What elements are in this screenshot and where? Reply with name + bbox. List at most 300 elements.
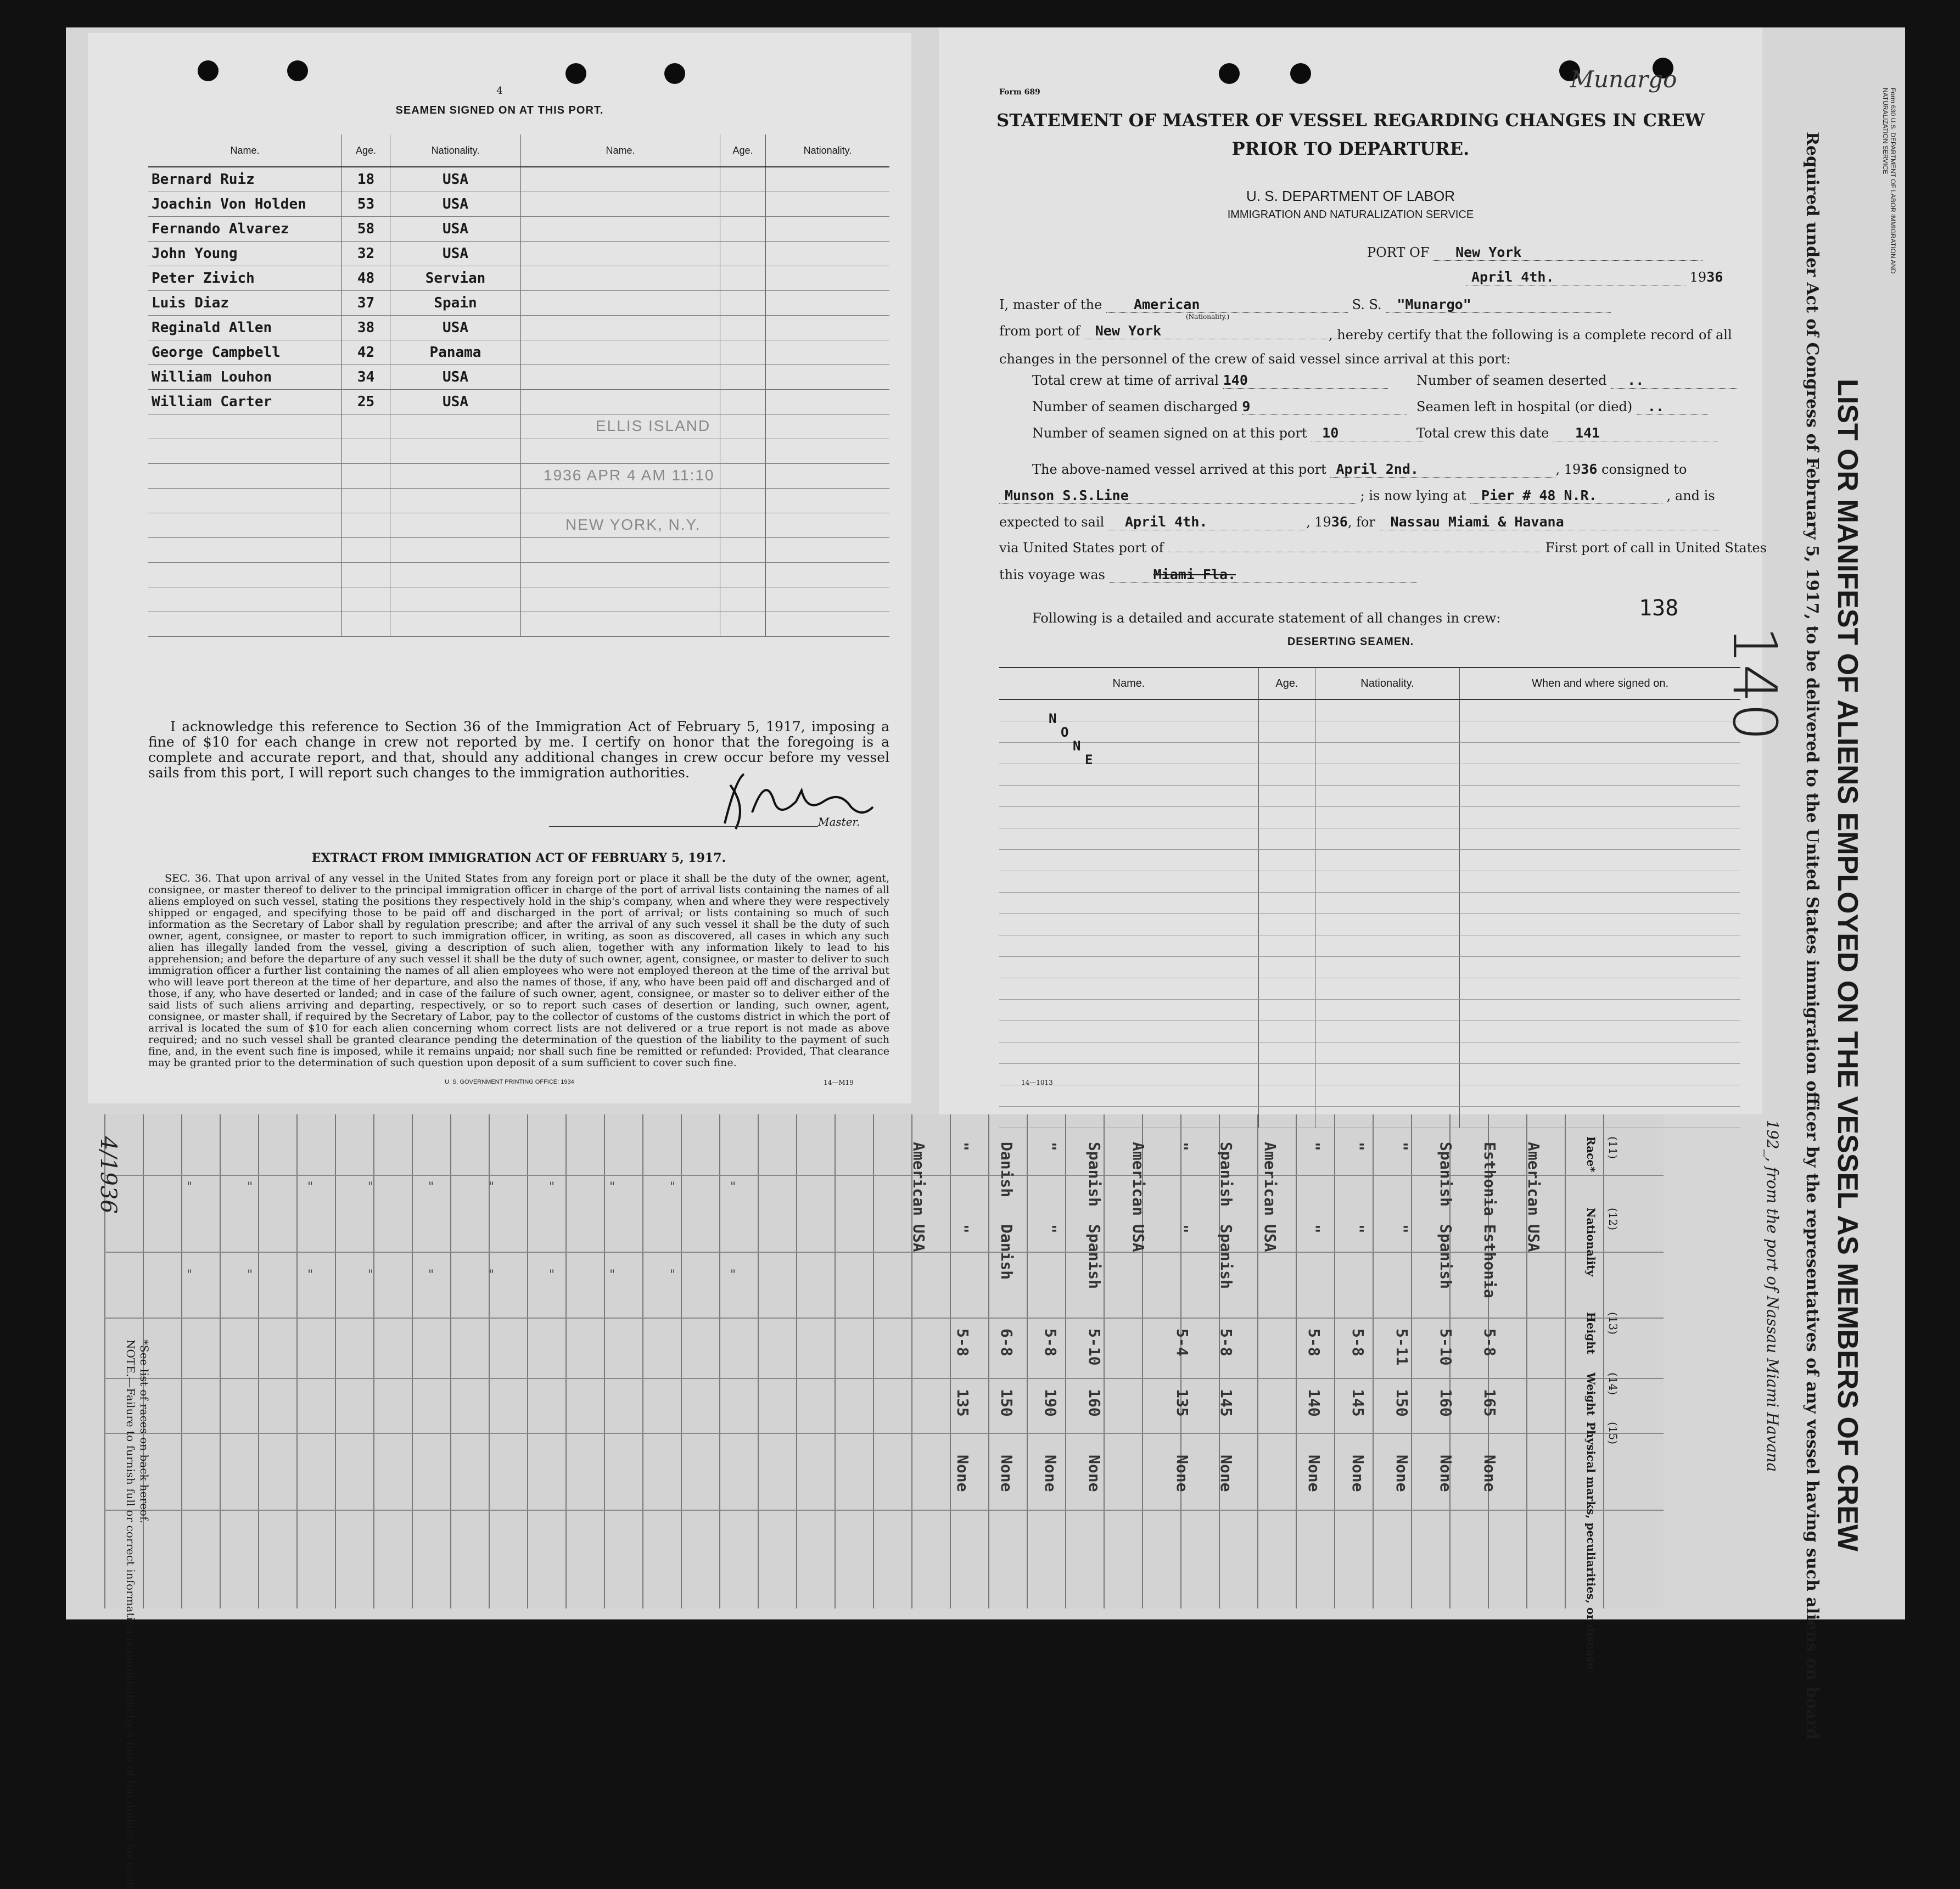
desert-row (999, 786, 1740, 807)
punch-hole (664, 63, 685, 84)
desert-cell (1259, 1042, 1315, 1064)
empty-cell (521, 365, 720, 390)
manifest-height: 5-8 (1041, 1329, 1060, 1357)
manifest-header-label: Weight (1584, 1372, 1598, 1416)
empty-cell (766, 612, 890, 637)
manifest-weight: 135 (1173, 1389, 1191, 1417)
manifest-nationality: " (1349, 1224, 1367, 1234)
ditto-mark: " (489, 1268, 495, 1282)
empty-cell (342, 489, 390, 513)
desert-cell (1315, 957, 1460, 978)
column-rule (527, 1114, 528, 1608)
desert-cell (1460, 1000, 1741, 1021)
nationality-field: American (1106, 296, 1348, 313)
empty-cell (720, 587, 766, 612)
column-rule (835, 1114, 836, 1608)
desert-cell (999, 699, 1259, 721)
arrived-label: The above-named vessel arrived at this port (1032, 462, 1326, 477)
empty-cell (766, 587, 890, 612)
manifest-weight: 145 (1349, 1389, 1367, 1417)
manifest-marks: None (998, 1455, 1016, 1492)
column-rule (873, 1114, 874, 1608)
manifest-nationality: " (1041, 1224, 1060, 1234)
desert-cell (1259, 1107, 1315, 1128)
manifest-header-num: (13) (1606, 1312, 1620, 1335)
total-crew-date-label: Total crew this date (1416, 425, 1549, 441)
empty-cell (342, 612, 390, 637)
consigned-label: consigned to (1601, 462, 1687, 477)
seaman-name: Joachin Von Holden (148, 192, 342, 217)
manifest-race: Spanish (1217, 1142, 1235, 1207)
table-row (148, 464, 889, 489)
ditto-mark: " (428, 1268, 434, 1282)
total-crew-date-row (1416, 425, 1718, 441)
desert-cell (1315, 850, 1460, 871)
desert-cell (999, 1107, 1259, 1128)
desert-cell (1460, 1064, 1741, 1085)
column-rule (719, 1114, 720, 1608)
desert-cell (1315, 699, 1460, 721)
empty-cell (342, 439, 390, 464)
column-rule (220, 1114, 221, 1608)
desert-row (999, 871, 1740, 893)
discharged-field: 9 (1242, 399, 1407, 415)
empty-cell (521, 489, 720, 513)
empty-cell (521, 217, 720, 242)
desert-row (999, 1107, 1740, 1128)
year-prefix: 19 (1689, 270, 1707, 285)
manifest-race: " (1393, 1142, 1411, 1151)
col-name: Name. (148, 134, 342, 167)
manifest-nationality: Spanish (1085, 1224, 1104, 1290)
and-is-label: , and is (1666, 488, 1715, 503)
manifest-race: " (1349, 1142, 1367, 1151)
desert-row (999, 1064, 1740, 1085)
desert-cell (1315, 1107, 1460, 1128)
empty-cell (720, 563, 766, 587)
table-row (148, 365, 889, 390)
first-port-label: First port of call in United States (1545, 540, 1767, 556)
table-row (148, 217, 889, 242)
sail-row: expected to sail April 4th. , 1936, for Nassau Miami & Havana (999, 514, 1720, 530)
none-letter-o: O (1061, 725, 1069, 740)
desert-cell (1315, 828, 1460, 850)
desert-cell (1315, 1064, 1460, 1085)
desert-cell (1315, 1085, 1460, 1107)
hospital-label: Seamen left in hospital (or died) (1416, 399, 1633, 414)
ellis-island-stamp-line2: 1936 APR 4 AM 11:10 (544, 467, 715, 484)
manifest-header-label: Physical marks, peculiarities, or disease (1584, 1422, 1598, 1670)
manifest-header-label: Race* (1584, 1136, 1598, 1173)
empty-cell (390, 612, 521, 637)
empty-cell (148, 612, 342, 637)
seaman-age: 42 (342, 340, 390, 365)
manifest-title-main: LIST OR MANIFEST OF ALIENS EMPLOYED ON THE VESSEL AS MEMBERS OF CREW (1832, 379, 1863, 1551)
empty-cell (720, 167, 766, 192)
empty-cell (342, 414, 390, 439)
desert-cell (999, 935, 1259, 957)
empty-cell (766, 192, 890, 217)
empty-cell (342, 587, 390, 612)
table-row (148, 291, 889, 316)
desert-cell (1460, 914, 1741, 935)
department: U. S. DEPARTMENT OF LABOR (1246, 188, 1455, 204)
form-code-right: 14—1013 (1021, 1079, 1053, 1086)
empty-cell (720, 365, 766, 390)
seaman-nationality: Servian (390, 266, 521, 291)
discharged-row (1032, 399, 1407, 415)
desert-cell (1259, 699, 1315, 721)
desert-row (999, 1021, 1740, 1042)
col-age: Age. (342, 134, 390, 167)
desert-cell (1259, 957, 1315, 978)
manifest-race: American (1261, 1142, 1279, 1216)
ss-label: S. S. (1352, 297, 1382, 312)
extract-text: SEC. 36. That upon arrival of any vessel in the United States from any foreign port or place it shall be the duty of the owner, agent, consignee, or master thereof to deliver to the principal immigration officer in charge of the port of arrival lists containing the names of all aliens employed on such vessel, stating the positions they respectively hold in the ship's company, when and where they were respectively shipped or engaged, and specifying those to be paid off and discharged in the port of arrival; or lists containing so much of such information as the Secretary of Labor shall by regulation prescribe; and after the arrival of any such vessel it shall be the duty of such owner, agent, consignee, or master to report to such immigration officer, in writing, as soon as discovered, all cases in which any such alien has illegally landed from the vessel, giving a description of such alien, together with any information likely to lead to his apprehension; and before the departure of any such vessel it shall be the duty of such owner, agent, consignee, or master to deliver to such immigration officer a further list containing the names of all alien employees who were not employed thereon at the time of the arrival but who will leave port thereon at the time of her departure, and also the names of those, if any, who have been paid off and discharged and of those, if any, who have deserted or landed; and in case of the failure of such owner, agent, consignee, or master so to deliver either of the said lists of such aliens arriving and departing, respectively, or so to report such cases of desertion or landing, such owner, agent, consignee, or master shall, if required by the Secretary of Labor, pay to the collector of customs of the customs district in which the port of arrival is located the sum of $10 for each alien concerning whom correct lists are not delivered or a true report is not made as above required; and no such vessel shall be granted clearance pending the determination of the question of the liability to the payment of such fine, and, in the event such fine is imposed, while it remains unpaid; nor shall such fine be remitted or refunded: Provided, That clearance may be granted prior to the determination of such question upon deposit of a sum sufficient to cover such fine. (148, 872, 889, 1069)
desert-row (999, 957, 1740, 978)
seamen-signed-on-page (88, 33, 911, 1103)
empty-cell (720, 439, 766, 464)
table-row (148, 167, 889, 192)
desert-cell (1460, 1021, 1741, 1042)
manifest-marks: None (1349, 1455, 1367, 1492)
ditto-mark: " (730, 1180, 736, 1194)
deserted-row (1416, 372, 1737, 389)
via-row (999, 540, 1767, 556)
manifest-marks: None (1041, 1455, 1060, 1492)
manifest-height: 6-8 (998, 1329, 1016, 1357)
desert-cell (1315, 935, 1460, 957)
desert-cell (999, 786, 1259, 807)
desert-col-age: Age. (1259, 668, 1315, 699)
seaman-age: 38 (342, 316, 390, 340)
crew-arrival-label: Total crew at time of arrival (1032, 373, 1219, 388)
seaman-nationality: Panama (390, 340, 521, 365)
manifest-nationality: Spanish (1217, 1224, 1235, 1290)
vessel-field: "Munargo" (1386, 296, 1611, 313)
manifest-race: American (1525, 1142, 1543, 1216)
row-rule (104, 1318, 1664, 1319)
seaman-age: 18 (342, 167, 390, 192)
statement-title: STATEMENT OF MASTER OF VESSEL REGARDING CHANGES IN CREW (996, 110, 1705, 131)
signed-on-label: Number of seamen signed on at this port (1032, 425, 1307, 441)
via-label: via United States port of (999, 540, 1164, 556)
desert-cell (1315, 764, 1460, 786)
desert-cell (1460, 807, 1741, 828)
column-rule (412, 1114, 413, 1608)
table-row (148, 587, 889, 612)
consignee-row (999, 487, 1715, 504)
voyage-row (999, 567, 1417, 583)
form-code-left: 14—M19 (824, 1079, 854, 1086)
consignee-field: Munson S.S.Line (999, 487, 1356, 504)
signed-on-field: 10 (1311, 425, 1426, 441)
manifest-height: 5-4 (1173, 1329, 1191, 1357)
ditto-mark: " (609, 1268, 615, 1282)
discharged-label: Number of seamen discharged (1032, 399, 1238, 414)
manifest-nationality: USA (1129, 1224, 1147, 1252)
column-rule (681, 1114, 682, 1608)
hospital-row (1416, 399, 1708, 415)
manifest-race: " (954, 1142, 972, 1151)
row-rule (104, 1175, 1664, 1176)
table-row (148, 414, 889, 439)
seaman-nationality: Spain (390, 291, 521, 316)
manifest-nationality: " (954, 1224, 972, 1234)
seaman-nationality: USA (390, 316, 521, 340)
seaman-nationality: USA (390, 217, 521, 242)
table-row (148, 340, 889, 365)
row-rule (104, 1510, 1664, 1511)
col-nationality: Nationality. (390, 134, 521, 167)
empty-cell (720, 513, 766, 538)
year-field: 36 (1706, 269, 1723, 285)
desert-cell (1259, 764, 1315, 786)
manifest-height: 5-8 (1349, 1329, 1367, 1357)
seaman-age: 48 (342, 266, 390, 291)
column-rule (1296, 1114, 1297, 1608)
empty-cell (766, 340, 890, 365)
manifest-header-label: Nationality (1584, 1208, 1598, 1276)
desert-cell (1315, 1042, 1460, 1064)
desert-cell (999, 914, 1259, 935)
ditto-mark: " (247, 1180, 253, 1194)
seaman-nationality: USA (390, 167, 521, 192)
desert-cell (1315, 871, 1460, 893)
desert-cell (1460, 764, 1741, 786)
expected-label: expected to sail (999, 514, 1105, 530)
empty-cell (521, 439, 720, 464)
handwritten-140: 140 (1720, 626, 1790, 741)
table-row (148, 489, 889, 513)
manifest-nationality: USA (1261, 1224, 1279, 1252)
desert-row (999, 807, 1740, 828)
manifest-height: 5-8 (1305, 1329, 1323, 1357)
table-row (148, 538, 889, 563)
seaman-age: 58 (342, 217, 390, 242)
desert-cell (1460, 699, 1741, 721)
empty-cell (390, 513, 521, 538)
ditto-mark: " (670, 1268, 676, 1282)
empty-cell (720, 390, 766, 414)
date-field: April 4th. (1466, 269, 1685, 285)
manifest-nationality: " (1173, 1224, 1191, 1234)
manifest-marks: None (954, 1455, 972, 1492)
port-row (1367, 244, 1703, 261)
arrived-row: The above-named vessel arrived at this port April 2nd. , 1936 consigned to (1032, 461, 1687, 477)
desert-cell (1259, 850, 1315, 871)
empty-cell (342, 513, 390, 538)
manifest-height: 5-10 (1437, 1329, 1455, 1366)
empty-cell (766, 464, 890, 489)
table-row (148, 316, 889, 340)
empty-cell (720, 316, 766, 340)
empty-cell (148, 489, 342, 513)
deserted-field: .. (1611, 372, 1737, 389)
column-rule (1603, 1114, 1604, 1608)
from-port-field: New York (1084, 323, 1337, 339)
manifest-weight: 160 (1085, 1389, 1104, 1417)
empty-cell (720, 538, 766, 563)
empty-cell (720, 242, 766, 266)
desert-row (999, 935, 1740, 957)
deserted-label: Number of seamen deserted (1416, 373, 1607, 388)
seaman-nationality: USA (390, 390, 521, 414)
nationality-caption: (Nationality.) (1186, 313, 1230, 321)
empty-cell (766, 217, 890, 242)
manifest-race: Spanish (1085, 1142, 1104, 1207)
desert-cell (999, 1085, 1259, 1107)
desert-row (999, 1042, 1740, 1064)
empty-cell (148, 464, 342, 489)
manifest-marks: None (1085, 1455, 1104, 1492)
empty-cell (342, 464, 390, 489)
manifest-header-label: Height (1584, 1312, 1598, 1354)
ditto-mark: " (187, 1180, 193, 1194)
desert-cell (999, 957, 1259, 978)
desert-cell (1315, 743, 1460, 764)
empty-cell (521, 167, 720, 192)
column-rule (258, 1114, 259, 1608)
page-number: 4 (496, 85, 503, 97)
desert-row (999, 828, 1740, 850)
desert-cell (999, 978, 1259, 1000)
punch-hole (287, 60, 308, 81)
desert-cell (999, 1021, 1259, 1042)
desert-cell (1315, 721, 1460, 743)
desert-cell (999, 1000, 1259, 1021)
desert-cell (1315, 807, 1460, 828)
manifest-race: Danish (998, 1142, 1016, 1198)
ditto-mark: " (368, 1180, 374, 1194)
manifest-header-num: (12) (1606, 1208, 1620, 1231)
empty-cell (521, 538, 720, 563)
empty-cell (766, 266, 890, 291)
none-letter-n2: N (1073, 738, 1081, 754)
desert-cell (1315, 1021, 1460, 1042)
statement-subtitle: PRIOR TO DEPARTURE. (1231, 138, 1470, 159)
manifest-weight: 145 (1217, 1389, 1235, 1417)
manifest-date-line: 192_, from the port of Nassau Miami Havana (1763, 1120, 1782, 1472)
column-rule (181, 1114, 182, 1608)
col-nationality-2: Nationality. (766, 134, 890, 167)
column-rule (604, 1114, 605, 1608)
desert-cell (1259, 1000, 1315, 1021)
desert-cell (1315, 1000, 1460, 1021)
column-rule (1027, 1114, 1028, 1608)
desert-row (999, 893, 1740, 914)
seaman-name: Fernando Alvarez (148, 217, 342, 242)
manifest-marks: None (1305, 1455, 1323, 1492)
desert-cell (1460, 871, 1741, 893)
manifest-form-info: Form 630 U.S. DEPARTMENT OF LABOR IMMIGRATION AND NATURALIZATION SERVICE (1881, 88, 1897, 274)
empty-cell (766, 242, 890, 266)
desert-row (999, 743, 1740, 764)
desert-cell (1259, 1085, 1315, 1107)
empty-cell (766, 167, 890, 192)
signed-on-row (1032, 425, 1426, 441)
manifest-marks: None (1217, 1455, 1235, 1492)
desert-col-signed-on: When and where signed on. (1460, 668, 1741, 699)
seaman-nationality: USA (390, 192, 521, 217)
desert-cell (1259, 893, 1315, 914)
ditto-mark: " (489, 1180, 495, 1194)
empty-cell (390, 414, 521, 439)
seaman-name: Reginald Allen (148, 316, 342, 340)
manifest-marks: None (1437, 1455, 1455, 1492)
desert-cell (999, 743, 1259, 764)
desert-cell (1460, 935, 1741, 957)
seaman-nationality: USA (390, 365, 521, 390)
empty-cell (521, 563, 720, 587)
manifest-nationality: " (1305, 1224, 1323, 1234)
desert-row (999, 721, 1740, 743)
column-rule (450, 1114, 451, 1608)
manifest-header-num: (14) (1606, 1372, 1620, 1395)
column-rule (758, 1114, 759, 1608)
manifest-title-sub: Required under Act of Congress of February 5, 1917, to be delivered to the United States immigration officer by the representatives of any vessel having such aliens on board (1802, 132, 1822, 1740)
empty-cell (766, 365, 890, 390)
desert-cell (1259, 1021, 1315, 1042)
master-label: Master. (818, 815, 860, 828)
destination-field: Nassau Miami & Havana (1380, 514, 1720, 530)
service: IMMIGRATION AND NATURALIZATION SERVICE (1227, 209, 1474, 221)
manifest-nationality: Esthonia (1481, 1224, 1499, 1298)
desert-col-nationality: Nationality. (1315, 668, 1460, 699)
master-of-label: I, master of the (999, 297, 1102, 312)
manifest-height: 5-8 (1217, 1329, 1235, 1357)
seaman-name: William Carter (148, 390, 342, 414)
empty-cell (766, 489, 890, 513)
footnote-note: NOTE.—Failure to furnish full or correct information is punishable by a fine of ten dollars for each (124, 1339, 137, 1889)
seaman-name: Peter Zivich (148, 266, 342, 291)
manifest-weight: 140 (1305, 1389, 1323, 1417)
empty-cell (720, 612, 766, 637)
col-age-2: Age. (720, 134, 766, 167)
desert-cell (1315, 978, 1460, 1000)
manifest-nationality: USA (1525, 1224, 1543, 1252)
desert-cell (999, 850, 1259, 871)
column-rule (796, 1114, 797, 1608)
port-field: New York (1433, 244, 1703, 261)
desert-cell (1460, 721, 1741, 743)
empty-cell (521, 192, 720, 217)
empty-cell (521, 266, 720, 291)
desert-cell (1460, 957, 1741, 978)
deserting-heading: DESERTING SEAMEN. (1287, 636, 1414, 648)
table-row (148, 242, 889, 266)
empty-cell (720, 340, 766, 365)
punch-hole (1219, 63, 1240, 84)
total-crew-date-field: 141 (1553, 425, 1718, 441)
seaman-age: 32 (342, 242, 390, 266)
empty-cell (720, 414, 766, 439)
punch-hole (565, 63, 586, 84)
empty-cell (390, 464, 521, 489)
empty-cell (521, 390, 720, 414)
row-rule (104, 1378, 1664, 1379)
empty-cell (766, 316, 890, 340)
ditto-mark: " (187, 1268, 193, 1282)
desert-row (999, 699, 1740, 721)
desert-cell (1259, 828, 1315, 850)
manifest-nationality: Danish (998, 1224, 1016, 1280)
column-rule (1373, 1114, 1374, 1608)
manifest-race: " (1173, 1142, 1191, 1151)
desert-cell (1315, 786, 1460, 807)
manifest-weight: 150 (1393, 1389, 1411, 1417)
empty-cell (720, 291, 766, 316)
